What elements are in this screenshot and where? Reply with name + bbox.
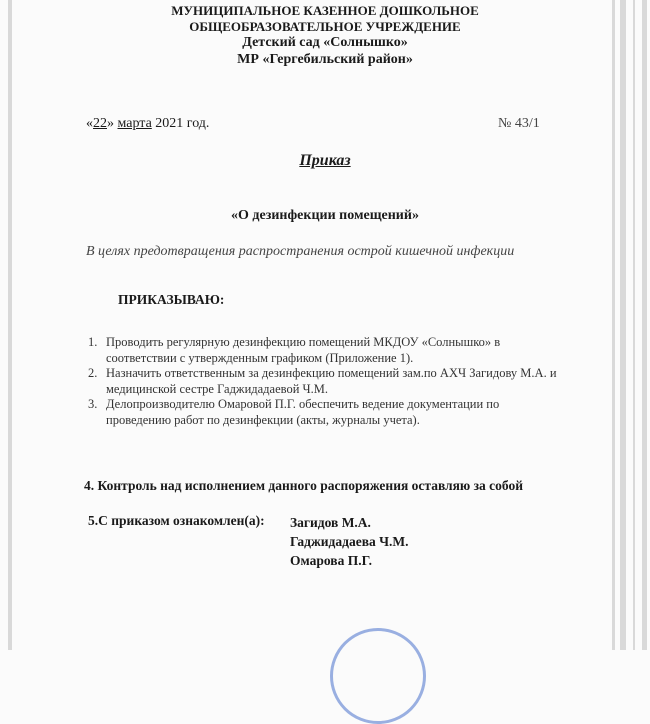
order-date: «22» марта 2021 год. [86,116,210,131]
acquainted-list [290,513,409,570]
item-text: Делопроизводителю Омаровой П.Г. обеспечить ведение документации по проведению работ по дезинфекции (акты, журналы учета). [106,397,500,427]
header-line: МУНИЦИПАЛЬНОЕ КАЗЕННОЕ ДОШКОЛЬНОЕ [171,3,479,18]
item-4: 4. Контроль над исполнением данного распоряжения оставляю за собой [84,478,524,493]
item-number: 2. [88,366,98,380]
list-item [88,335,558,366]
item-number: 1. [88,335,98,349]
date-month: марта [117,116,152,131]
order-word: ПРИКАЗЫВАЮ: [118,292,225,307]
signatory: Омарова П.Г. [290,553,373,568]
signatory: Гаджидадаева Ч.М. [290,534,409,549]
item-text: Назначить ответственным за дезинфекцию помещений зам.по АХЧ Загидову М.А. и медицинской сестре Гаджидадаевой Ч.М. [106,366,557,396]
date-day: 22 [93,116,107,131]
signatory: Загидов М.А. [290,515,371,530]
document-title: Приказ [299,152,351,169]
official-stamp [330,628,426,724]
list-item [88,366,558,397]
item-5-label: 5.С приказом ознакомлен(а): [88,513,265,528]
header-line: МР «Гергебильский район» [237,52,413,67]
item-text: Проводить регулярную дезинфекцию помещений МКДОУ «Солнышко» в соответствии с утвержденным графиком (Приложение 1). [106,335,501,365]
header-line: Детский сад «Солнышко» [242,35,408,50]
order-items [88,335,558,428]
item-number: 3. [88,397,98,411]
document-subject: «О дезинфекции помещений» [231,208,419,223]
list-item [88,397,558,428]
date-year: 2021 год. [155,116,210,131]
preamble: В целях предотвращения распространения острой кишечной инфекции [86,244,515,259]
order-number: № 43/1 [498,116,540,131]
header-line: ОБЩЕОБРАЗОВАТЕЛЬНОЕ УЧРЕЖДЕНИЕ [189,19,461,34]
